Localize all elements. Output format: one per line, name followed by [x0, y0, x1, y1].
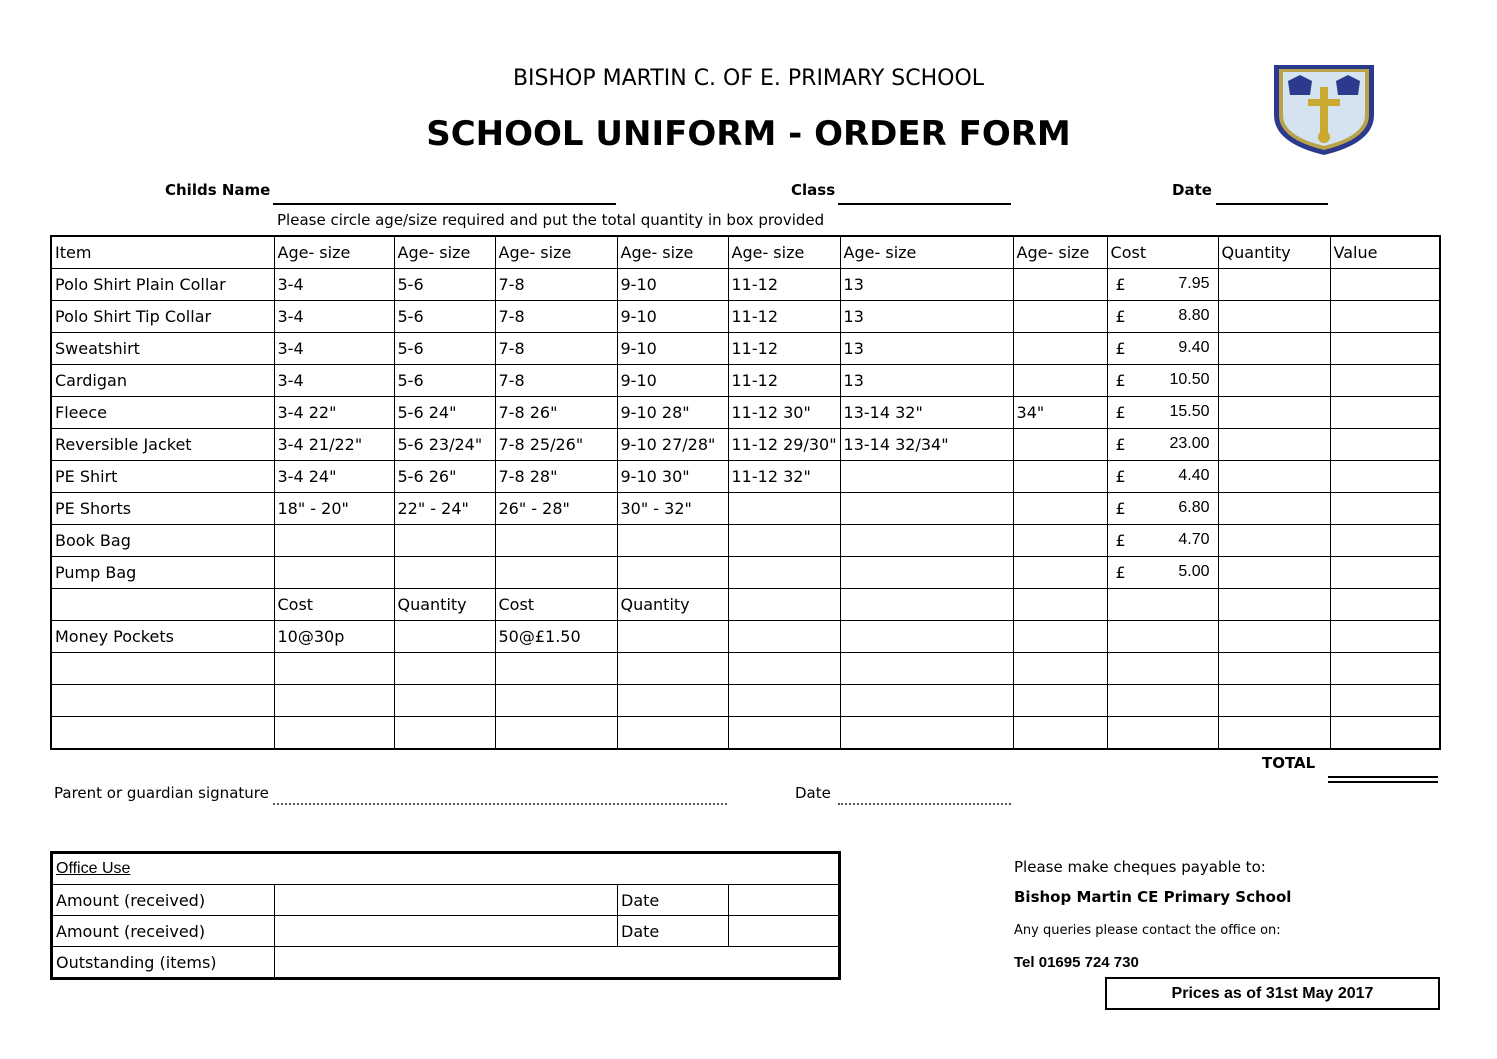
value-field[interactable]	[1330, 301, 1440, 333]
table-row	[51, 269, 1440, 301]
size-cell[interactable]	[728, 653, 840, 685]
size-cell[interactable]	[840, 621, 1013, 653]
table-row	[51, 429, 1440, 461]
size-cell[interactable]	[728, 685, 840, 717]
uniform-table	[50, 235, 1441, 750]
size-cell[interactable]	[495, 557, 617, 589]
prices-note: Prices as of 31st May 2017	[1105, 977, 1440, 1010]
size-cell[interactable]	[274, 653, 394, 685]
size-cell[interactable]	[1013, 301, 1107, 333]
size-cell[interactable]	[394, 525, 495, 557]
cost-value: 4.40	[1178, 467, 1210, 484]
size-cell[interactable]: 13	[840, 333, 1013, 365]
size-cell[interactable]: 50@£1.50	[495, 621, 617, 653]
quantity-field[interactable]	[1218, 301, 1330, 333]
cost-value: 10.50	[1169, 371, 1210, 388]
size-cell[interactable]: Cost	[495, 589, 617, 621]
payment-line-2: Bishop Martin CE Primary School	[1014, 888, 1292, 906]
value-field[interactable]	[1330, 365, 1440, 397]
quantity-field[interactable]	[1218, 685, 1330, 717]
payment-line-1: Please make cheques payable to:	[1014, 858, 1266, 876]
quantity-field[interactable]	[1218, 653, 1330, 685]
size-cell[interactable]: 7-8	[495, 365, 617, 397]
value-field[interactable]	[1330, 429, 1440, 461]
office-date-field[interactable]	[729, 916, 840, 947]
size-cell[interactable]: 9-10	[617, 301, 728, 333]
size-cell[interactable]	[274, 525, 394, 557]
office-label: Outstanding (items)	[52, 947, 275, 979]
school-crest-logo	[1270, 63, 1378, 157]
cost-cell	[1107, 301, 1218, 333]
size-cell[interactable]	[274, 557, 394, 589]
size-cell[interactable]	[1013, 429, 1107, 461]
size-cell[interactable]: 11-12 32"	[728, 461, 840, 493]
table-row	[51, 621, 1440, 653]
value-field[interactable]	[1330, 557, 1440, 589]
office-date-field[interactable]	[729, 885, 840, 916]
value-field[interactable]	[1330, 461, 1440, 493]
cost-value: 7.95	[1178, 275, 1210, 292]
size-cell[interactable]	[1013, 269, 1107, 301]
size-cell[interactable]	[617, 653, 728, 685]
size-cell[interactable]: 9-10	[617, 333, 728, 365]
size-cell[interactable]	[394, 621, 495, 653]
quantity-field[interactable]	[1218, 525, 1330, 557]
item-name: Reversible Jacket	[51, 429, 274, 461]
size-cell[interactable]: 7-8 28"	[495, 461, 617, 493]
size-cell[interactable]: 13	[840, 269, 1013, 301]
column-header: Age- size	[394, 236, 495, 269]
size-cell[interactable]: 11-12 30"	[728, 397, 840, 429]
size-cell[interactable]	[394, 653, 495, 685]
size-cell[interactable]: 11-12	[728, 333, 840, 365]
cost-value: 9.40	[1178, 339, 1210, 356]
school-name: BISHOP MARTIN C. OF E. PRIMARY SCHOOL	[512, 66, 985, 91]
table-row	[51, 301, 1440, 333]
cost-value: 15.50	[1169, 403, 1210, 420]
size-cell[interactable]	[617, 525, 728, 557]
currency-symbol: £	[1115, 563, 1126, 582]
item-name	[51, 589, 274, 621]
table-row	[51, 461, 1440, 493]
size-cell[interactable]: 11-12	[728, 301, 840, 333]
item-name	[51, 717, 274, 750]
form-title: SCHOOL UNIFORM - ORDER FORM	[426, 114, 1071, 154]
size-cell[interactable]	[840, 685, 1013, 717]
office-use-table	[50, 851, 841, 980]
size-cell[interactable]	[274, 685, 394, 717]
currency-symbol: £	[1115, 531, 1126, 550]
column-header: Age- size	[1013, 236, 1107, 269]
size-cell[interactable]: 3-4 24"	[274, 461, 394, 493]
size-cell[interactable]: 13-14 32"	[840, 397, 1013, 429]
size-cell[interactable]	[617, 557, 728, 589]
column-header: Age- size	[274, 236, 394, 269]
size-cell[interactable]: 11-12 29/30"	[728, 429, 840, 461]
size-cell[interactable]: 3-4	[274, 365, 394, 397]
size-cell[interactable]: 7-8 25/26"	[495, 429, 617, 461]
size-cell[interactable]: 22" - 24"	[394, 493, 495, 525]
size-cell[interactable]	[728, 717, 840, 750]
size-cell[interactable]: 3-4 22"	[274, 397, 394, 429]
date-label: Date	[1172, 181, 1212, 199]
size-cell[interactable]: 5-6 26"	[394, 461, 495, 493]
item-name: Pump Bag	[51, 557, 274, 589]
size-cell[interactable]: 3-4	[274, 269, 394, 301]
value-field[interactable]	[1330, 493, 1440, 525]
size-cell[interactable]	[274, 717, 394, 750]
child-name-field[interactable]	[273, 203, 616, 205]
size-cell[interactable]	[617, 685, 728, 717]
value-field[interactable]	[1330, 269, 1440, 301]
cost-value: 23.00	[1169, 435, 1210, 452]
size-cell[interactable]	[1013, 557, 1107, 589]
size-cell[interactable]	[1013, 589, 1107, 621]
item-name: PE Shirt	[51, 461, 274, 493]
value-field[interactable]	[1330, 653, 1440, 685]
quantity-field[interactable]	[1218, 717, 1330, 750]
value-field[interactable]	[1330, 589, 1440, 621]
value-field[interactable]	[1330, 397, 1440, 429]
size-cell[interactable]: 13	[840, 301, 1013, 333]
size-cell[interactable]: 5-6	[394, 269, 495, 301]
size-cell[interactable]: 7-8	[495, 269, 617, 301]
cost-cell	[1107, 557, 1218, 589]
date-field[interactable]	[1216, 203, 1328, 205]
item-name: Cardigan	[51, 365, 274, 397]
size-cell[interactable]: 30" - 32"	[617, 493, 728, 525]
size-cell[interactable]: 9-10	[617, 365, 728, 397]
cost-cell	[1107, 685, 1218, 717]
column-header: Age- size	[495, 236, 617, 269]
item-name	[51, 653, 274, 685]
child-name-label: Childs Name	[165, 181, 271, 199]
size-cell[interactable]	[728, 493, 840, 525]
size-cell[interactable]: 5-6	[394, 333, 495, 365]
currency-symbol: £	[1115, 307, 1126, 326]
cost-cell	[1107, 365, 1218, 397]
size-cell[interactable]	[840, 557, 1013, 589]
size-cell[interactable]	[728, 525, 840, 557]
size-cell[interactable]	[1013, 717, 1107, 750]
currency-symbol: £	[1115, 403, 1126, 422]
quantity-field[interactable]	[1218, 589, 1330, 621]
signature-label: Parent or guardian signature	[54, 784, 269, 802]
size-cell[interactable]	[840, 589, 1013, 621]
table-row	[51, 717, 1440, 750]
office-date-label: Date	[618, 916, 729, 947]
cost-value: 8.80	[1178, 307, 1210, 324]
quantity-field[interactable]	[1218, 621, 1330, 653]
cost-cell	[1107, 333, 1218, 365]
size-cell[interactable]	[840, 493, 1013, 525]
size-cell[interactable]	[1013, 653, 1107, 685]
currency-symbol: £	[1115, 499, 1126, 518]
item-name: Polo Shirt Tip Collar	[51, 301, 274, 333]
quantity-field[interactable]	[1218, 397, 1330, 429]
size-cell[interactable]	[840, 525, 1013, 557]
office-label: Amount (received)	[52, 885, 275, 916]
signature-date-field[interactable]	[838, 803, 1011, 805]
size-cell[interactable]: 5-6 24"	[394, 397, 495, 429]
size-cell[interactable]: 9-10 30"	[617, 461, 728, 493]
total-label: TOTAL	[1262, 754, 1316, 772]
quantity-field[interactable]	[1218, 269, 1330, 301]
cost-cell	[1107, 717, 1218, 750]
size-cell[interactable]	[1013, 525, 1107, 557]
signature-date-label: Date	[795, 784, 831, 802]
instruction-text: Please circle age/size required and put the total quantity in box provided	[277, 211, 825, 229]
column-header: Age- size	[617, 236, 728, 269]
table-row	[51, 397, 1440, 429]
item-name: Book Bag	[51, 525, 274, 557]
cost-cell	[1107, 589, 1218, 621]
column-header: Item	[51, 236, 274, 269]
column-header: Value	[1330, 236, 1440, 269]
column-header: Cost	[1107, 236, 1218, 269]
size-cell[interactable]: 3-4	[274, 301, 394, 333]
size-cell[interactable]	[394, 685, 495, 717]
signature-field[interactable]	[273, 803, 727, 805]
office-label: Amount (received)	[52, 916, 275, 947]
column-header: Age- size	[840, 236, 1013, 269]
size-cell[interactable]: 26" - 28"	[495, 493, 617, 525]
size-cell[interactable]	[617, 621, 728, 653]
size-cell[interactable]: 5-6 23/24"	[394, 429, 495, 461]
cost-value: 5.00	[1178, 563, 1210, 580]
size-cell[interactable]: 18" - 20"	[274, 493, 394, 525]
cost-cell	[1107, 525, 1218, 557]
value-field[interactable]	[1330, 685, 1440, 717]
table-row	[51, 653, 1440, 685]
size-cell[interactable]: 9-10	[617, 269, 728, 301]
cost-cell	[1107, 461, 1218, 493]
cost-cell	[1107, 429, 1218, 461]
size-cell[interactable]: 7-8	[495, 333, 617, 365]
size-cell[interactable]	[495, 717, 617, 750]
class-field[interactable]	[838, 203, 1011, 205]
value-field[interactable]	[1330, 621, 1440, 653]
size-cell[interactable]	[495, 525, 617, 557]
size-cell[interactable]: 5-6	[394, 365, 495, 397]
cost-cell	[1107, 269, 1218, 301]
class-label: Class	[791, 181, 836, 199]
quantity-field[interactable]	[1218, 557, 1330, 589]
table-row	[51, 557, 1440, 589]
quantity-field[interactable]	[1218, 493, 1330, 525]
size-cell[interactable]: 9-10 27/28"	[617, 429, 728, 461]
size-cell[interactable]: 34"	[1013, 397, 1107, 429]
quantity-field[interactable]	[1218, 461, 1330, 493]
size-cell[interactable]: 5-6	[394, 301, 495, 333]
size-cell[interactable]: 11-12	[728, 365, 840, 397]
size-cell[interactable]	[728, 589, 840, 621]
item-name: Polo Shirt Plain Collar	[51, 269, 274, 301]
quantity-field[interactable]	[1218, 333, 1330, 365]
table-row	[51, 525, 1440, 557]
table-row	[51, 493, 1440, 525]
cost-cell	[1107, 653, 1218, 685]
item-name: PE Shorts	[51, 493, 274, 525]
size-cell[interactable]: 7-8	[495, 301, 617, 333]
size-cell[interactable]	[728, 557, 840, 589]
table-row	[51, 685, 1440, 717]
size-cell[interactable]	[495, 653, 617, 685]
item-name: Sweatshirt	[51, 333, 274, 365]
currency-symbol: £	[1115, 467, 1126, 486]
quantity-field[interactable]	[1218, 429, 1330, 461]
size-cell[interactable]: 13-14 32/34"	[840, 429, 1013, 461]
size-cell[interactable]	[1013, 685, 1107, 717]
total-field[interactable]	[1328, 776, 1438, 783]
cost-value: 4.70	[1178, 531, 1210, 548]
size-cell[interactable]	[1013, 461, 1107, 493]
size-cell[interactable]: 3-4	[274, 333, 394, 365]
quantity-field[interactable]	[1218, 365, 1330, 397]
item-name	[51, 685, 274, 717]
size-cell[interactable]: Cost	[274, 589, 394, 621]
size-cell[interactable]	[495, 685, 617, 717]
column-header: Quantity	[1218, 236, 1330, 269]
cost-value: 6.80	[1178, 499, 1210, 516]
size-cell[interactable]	[1013, 621, 1107, 653]
item-name: Fleece	[51, 397, 274, 429]
office-amount-field[interactable]	[275, 885, 618, 916]
currency-symbol: £	[1115, 339, 1126, 358]
table-header-row	[51, 236, 1440, 269]
office-date-label: Date	[618, 885, 729, 916]
size-cell[interactable]: Quantity	[394, 589, 495, 621]
currency-symbol: £	[1115, 275, 1126, 294]
office-amount-field[interactable]	[275, 916, 618, 947]
column-header: Age- size	[728, 236, 840, 269]
size-cell[interactable]	[840, 717, 1013, 750]
value-field[interactable]	[1330, 333, 1440, 365]
size-cell[interactable]	[1013, 493, 1107, 525]
cost-cell	[1107, 397, 1218, 429]
size-cell[interactable]	[840, 653, 1013, 685]
value-field[interactable]	[1330, 525, 1440, 557]
size-cell[interactable]	[394, 557, 495, 589]
item-name: Money Pockets	[51, 621, 274, 653]
payment-line-3: Any queries please contact the office on:	[1014, 923, 1281, 938]
size-cell[interactable]: 3-4 21/22"	[274, 429, 394, 461]
currency-symbol: £	[1115, 371, 1126, 390]
currency-symbol: £	[1115, 435, 1126, 454]
office-use-title: Office Use	[52, 853, 840, 885]
size-cell[interactable]	[1013, 333, 1107, 365]
cost-cell	[1107, 621, 1218, 653]
size-cell[interactable]: 10@30p	[274, 621, 394, 653]
table-row	[51, 589, 1440, 621]
table-row	[51, 333, 1440, 365]
cost-cell	[1107, 493, 1218, 525]
size-cell[interactable]: 7-8 26"	[495, 397, 617, 429]
size-cell[interactable]	[394, 717, 495, 750]
size-cell[interactable]	[617, 717, 728, 750]
size-cell[interactable]: 9-10 28"	[617, 397, 728, 429]
size-cell[interactable]: 11-12	[728, 269, 840, 301]
value-field[interactable]	[1330, 717, 1440, 750]
size-cell[interactable]: 13	[840, 365, 1013, 397]
table-row	[51, 365, 1440, 397]
size-cell[interactable]	[840, 461, 1013, 493]
size-cell[interactable]	[728, 621, 840, 653]
size-cell[interactable]	[1013, 365, 1107, 397]
payment-phone: Tel 01695 724 730	[1014, 954, 1139, 971]
size-cell[interactable]: Quantity	[617, 589, 728, 621]
office-outstanding-field[interactable]	[275, 947, 840, 979]
